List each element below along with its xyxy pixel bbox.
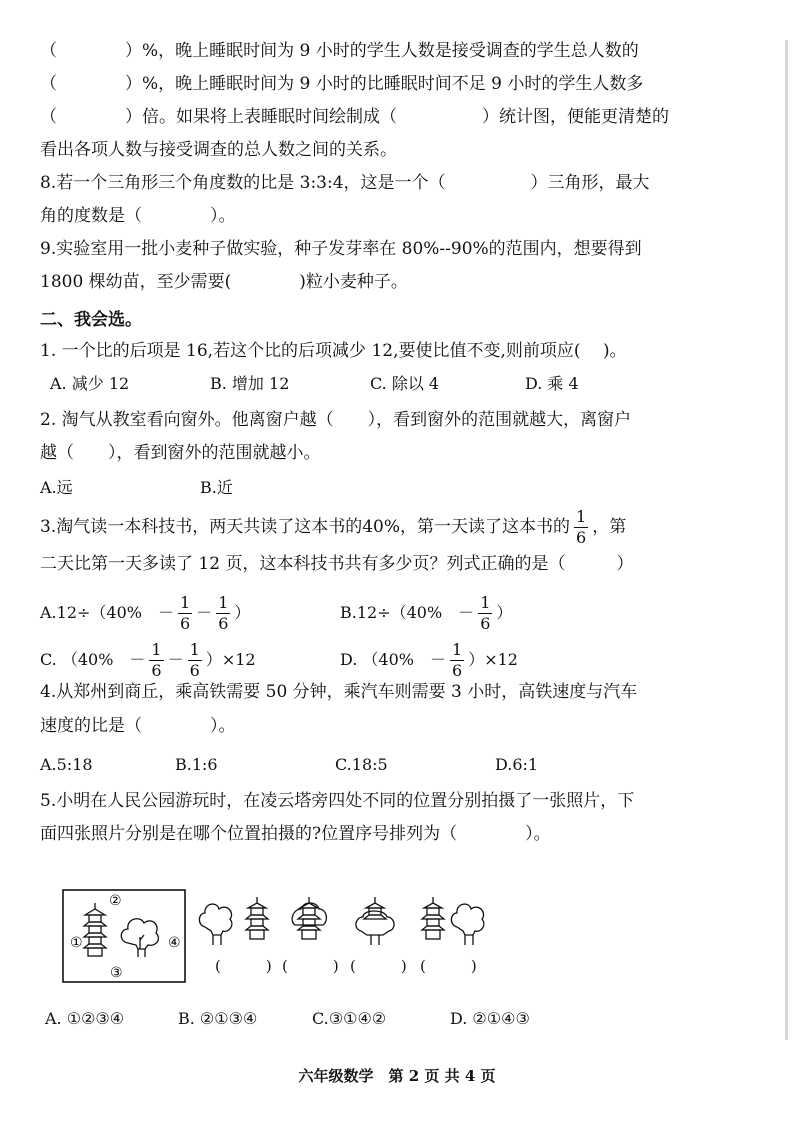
q1-option-d: D. 乘 4: [525, 374, 579, 393]
section-2-heading: 二、我会选。: [40, 310, 142, 330]
choice-q2-line-2: 越（ ），看到窗外的范围就越小。: [40, 443, 321, 463]
tree-icon: [121, 919, 158, 957]
tree-icon: [199, 904, 231, 935]
photo-1-blank: ( ): [215, 957, 272, 975]
photo-4: [422, 897, 484, 945]
q7-line-2: （ ）%，晚上睡眠时间为 9 小时的比睡眠时间不足 9 小时的学生人数多: [40, 74, 644, 94]
pagoda-icon: [298, 897, 320, 939]
map-label-4: ④: [168, 935, 181, 951]
photo-4-blank: ( ): [420, 957, 477, 975]
q9-line-1: 9.实验室用一批小麦种子做实验，种子发芽率在 80%--90%的范围内，想要得到: [40, 239, 642, 259]
q7-line-3: （ ）倍。如果将上表睡眠时间绘制成（ ）统计图，便能更清楚的: [40, 107, 669, 127]
tree-icon: [451, 904, 483, 935]
page-footer: 六年级数学 第 2 页 共 4 页: [298, 1067, 496, 1085]
q4-option-a: A.5:18: [40, 755, 93, 774]
q2-option-a: A.远: [40, 478, 73, 497]
q5-option-c: C.③①④②: [312, 1009, 387, 1028]
fraction: $\frac{1}{6}$: [179, 593, 191, 633]
q9-line-2: 1800 棵幼苗，至少需要( )粒小麦种子。: [40, 272, 408, 292]
q5-option-a: A. ①②③④: [45, 1009, 125, 1028]
pagoda-icon: [84, 903, 106, 956]
choice-q5-line-1: 5.小明在人民公园游玩时，在凌云塔旁四处不同的位置分别拍摄了一张照片，下: [40, 791, 635, 811]
page-edge: [785, 40, 788, 1040]
choice-q3-line-2: 二天比第一天多读了 12 页，这本科技书共有多少页？列式正确的是（ ）: [40, 554, 634, 574]
q5-option-d: D. ②①④③: [450, 1009, 530, 1028]
q1-option-b: B. 增加 12: [210, 374, 290, 393]
fraction: $\frac{1}{6}$: [452, 640, 463, 680]
photo-3-blank: ( ): [350, 957, 407, 975]
q7-line-1: （ ）%，晚上睡眠时间为 9 小时的学生人数是接受调查的学生总人数的: [40, 41, 639, 61]
position-map-figure: [60, 885, 190, 990]
photo-2-blank: ( ): [282, 957, 339, 975]
fraction: $\frac{1}{6}$: [151, 640, 162, 680]
choice-q5-line-2: 面四张照片分别是在哪个位置拍摄的?位置序号排列为（ ）。: [40, 824, 551, 844]
q8-line-2: 角的度数是（ ）。: [40, 206, 236, 226]
choice-q1: 1. 一个比的后项是 16,若这个比的后项减少 12,要使比值不变,则前项应( )。: [40, 341, 627, 361]
fraction: $\frac{1}{6}$: [576, 507, 587, 547]
fraction: $\frac{1}{6}$: [189, 640, 200, 680]
q5-option-b: B. ②①③④: [178, 1009, 258, 1028]
choice-q3-line-1: [40, 509, 626, 546]
fraction: $\frac{1}{6}$: [480, 593, 491, 633]
photos-strip: [195, 895, 495, 955]
q4-option-b: B.1:6: [175, 755, 218, 774]
q1-option-a: A. 减少 12: [50, 374, 130, 393]
q4-option-c: C.18:5: [335, 755, 388, 774]
fraction: $\frac{1}{6}$: [218, 593, 229, 633]
choice-q2-line-1: 2. 淘气从教室看向窗外。他离窗户越（ ），看到窗外的范围就越大，离窗户: [40, 410, 632, 430]
map-label-3: ③: [110, 965, 123, 981]
choice-q4-line-2: 速度的比是（ ）。: [40, 716, 236, 736]
photo-3: [356, 897, 394, 945]
q2-option-b: B.近: [200, 478, 233, 497]
q3-option-c: C. （40% － $\frac{1}{6}$ － $\frac{1}{6}$ ）×12: [40, 640, 256, 680]
q3-text: 3.淘气读一本科技书，两天共读了这本书的40%，第一天读了这本书的: [40, 517, 571, 537]
photo-2: [292, 897, 326, 939]
q3-option-b: B.12÷（40% － $\frac{1}{6}$ ）: [340, 593, 513, 633]
q4-option-d: D.6:1: [495, 755, 539, 774]
pagoda-icon: [364, 897, 386, 919]
q7-line-4: 看出各项人数与接受调查的总人数之间的关系。: [40, 140, 397, 160]
q3-option-d: D. （40% － $\frac{1}{6}$ ）×12: [340, 640, 518, 680]
map-label-2: ②: [109, 893, 122, 909]
map-label-1: ①: [70, 935, 83, 951]
q1-option-c: C. 除以 4: [370, 374, 440, 393]
q3-text-end: ，第: [592, 517, 627, 537]
tree-icon: [292, 903, 326, 925]
q8-line-1: 8.若一个三角形三个角度数的比是 3:3:4，这是一个（ ）三角形，最大: [40, 173, 650, 193]
choice-q4-line-1: 4.从郑州到商丘，乘高铁需要 50 分钟，乘汽车则需要 3 小时，高铁速度与汽车: [40, 682, 638, 702]
pagoda-icon: [422, 897, 444, 939]
pagoda-icon: [246, 897, 268, 939]
q3-option-a: A.12÷（40% － $\frac{1}{6}$ － $\frac{1}{6}$ ）: [40, 593, 251, 633]
photo-1: [199, 897, 268, 945]
